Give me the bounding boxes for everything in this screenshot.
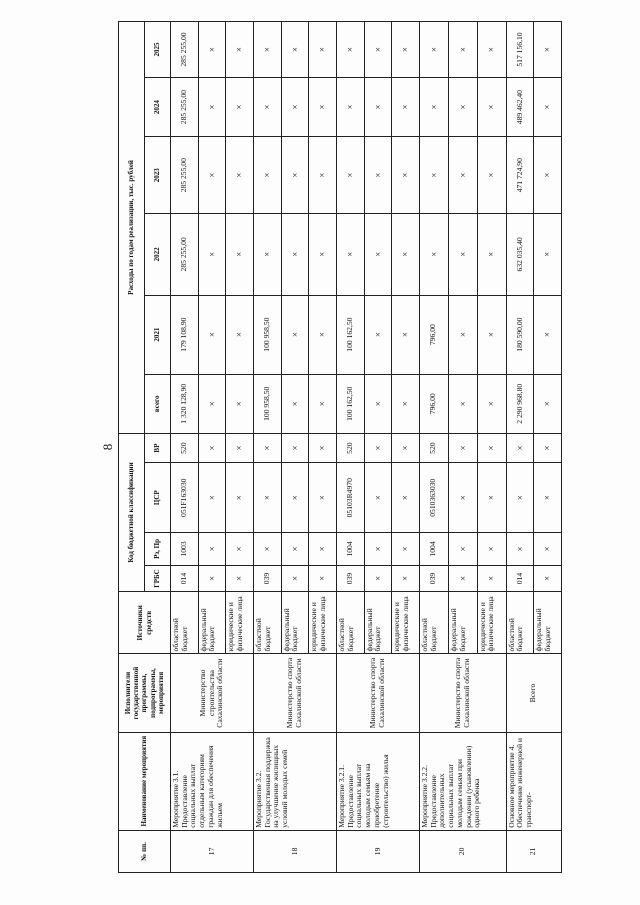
cell-grbs: ×	[226, 565, 254, 591]
cell-y2023: ×	[198, 137, 226, 214]
cell-y2024: ×	[477, 78, 506, 137]
cell-y2021: ×	[477, 295, 506, 374]
cell-y2023: 471 724,90	[506, 137, 534, 214]
cell-rzpr: ×	[309, 533, 337, 566]
cell-y2024: ×	[309, 78, 337, 137]
cell-y2025: 517 156,10	[506, 22, 534, 78]
funding-source: федеральный бюджет	[281, 592, 309, 654]
executor: Всего	[506, 654, 561, 732]
table-row	[336, 22, 364, 873]
cell-y2021: 180 590,00	[506, 295, 534, 374]
cell-grbs: ×	[198, 565, 226, 591]
cell-rzpr: ×	[448, 533, 477, 566]
row-number: 19	[336, 830, 419, 872]
measure-name: Мероприятие 3.2.2. Предоставление дополнительных социальных выплат молодым семьям при рождении (усыновлении) одного ребенка	[419, 732, 506, 830]
table-body	[171, 22, 562, 873]
cell-y2021: 796,00	[419, 295, 448, 374]
cell-y2021: ×	[392, 295, 420, 374]
cell-grbs: 039	[419, 565, 448, 591]
cell-total: ×	[392, 374, 420, 433]
measure-name: Мероприятие 3.2. Государственная поддержка на улучшение жилищных условий молодых семей	[253, 732, 336, 830]
cell-y2024: ×	[419, 78, 448, 137]
cell-vr: ×	[534, 433, 562, 463]
cell-csr: ×	[534, 463, 562, 533]
cell-y2025: ×	[309, 22, 337, 78]
cell-total: 100 958,50	[253, 374, 281, 433]
cell-y2022: ×	[364, 214, 392, 295]
cell-vr: ×	[309, 433, 337, 463]
table-row	[419, 22, 448, 873]
header-csr: ЦСР	[145, 463, 171, 533]
cell-y2024: ×	[534, 78, 562, 137]
cell-rzpr: ×	[534, 533, 562, 566]
cell-y2022: ×	[419, 214, 448, 295]
cell-y2022: ×	[281, 214, 309, 295]
cell-vr: ×	[198, 433, 226, 463]
cell-y2023: ×	[419, 137, 448, 214]
header-2021: 2021	[145, 295, 171, 374]
cell-y2023: 285 255,00	[171, 137, 199, 214]
cell-grbs: ×	[281, 565, 309, 591]
cell-total: ×	[226, 374, 254, 433]
cell-y2024: ×	[281, 78, 309, 137]
table-row	[253, 22, 281, 873]
header-source: Источники средств	[119, 592, 171, 654]
cell-y2022: ×	[534, 214, 562, 295]
cell-vr: ×	[448, 433, 477, 463]
cell-y2023: ×	[309, 137, 337, 214]
executor: Министерство спорта Сахалинской области	[336, 654, 419, 732]
cell-vr: ×	[506, 433, 534, 463]
cell-y2022: ×	[198, 214, 226, 295]
cell-y2021: ×	[281, 295, 309, 374]
cell-csr: 0510363030	[419, 463, 448, 533]
cell-y2022: ×	[226, 214, 254, 295]
cell-y2022: ×	[477, 214, 506, 295]
cell-total: ×	[534, 374, 562, 433]
cell-total: ×	[364, 374, 392, 433]
cell-y2023: ×	[226, 137, 254, 214]
cell-total: ×	[281, 374, 309, 433]
cell-y2024: ×	[448, 78, 477, 137]
header-total: всего	[145, 374, 171, 433]
cell-vr: ×	[477, 433, 506, 463]
funding-source: федеральный бюджет	[448, 592, 477, 654]
cell-y2021: ×	[226, 295, 254, 374]
cell-y2024: 285 255,00	[171, 78, 199, 137]
header-2024: 2024	[145, 78, 171, 137]
cell-grbs: ×	[364, 565, 392, 591]
row-number: 21	[506, 830, 561, 872]
cell-rzpr: ×	[226, 533, 254, 566]
cell-y2023: ×	[281, 137, 309, 214]
cell-rzpr: ×	[506, 533, 534, 566]
cell-y2024: ×	[392, 78, 420, 137]
cell-y2025: ×	[448, 22, 477, 78]
cell-vr: 520	[336, 433, 364, 463]
measure-name: Мероприятие 3.2.1. Предоставление социальных выплат молодым семьям на приобретение (строительство) жилья	[336, 732, 419, 830]
funding-source: областной бюджет	[506, 592, 534, 654]
funding-source: областной бюджет	[336, 592, 364, 654]
budget-table	[118, 21, 562, 873]
header-2022: 2022	[145, 214, 171, 295]
cell-csr: ×	[226, 463, 254, 533]
cell-y2023: ×	[253, 137, 281, 214]
header-code-group: Код бюджетной классификации	[119, 433, 145, 591]
header-grbs: ГРБС	[145, 565, 171, 591]
cell-y2025: ×	[253, 22, 281, 78]
cell-y2025: ×	[477, 22, 506, 78]
cell-y2024: ×	[336, 78, 364, 137]
cell-y2024: ×	[198, 78, 226, 137]
header-rzpr: Рз, Пр	[145, 533, 171, 566]
cell-y2021: ×	[448, 295, 477, 374]
header-2025: 2025	[145, 22, 171, 78]
cell-y2023: ×	[364, 137, 392, 214]
row-number: 18	[253, 830, 336, 872]
row-number: 20	[419, 830, 506, 872]
cell-y2022: ×	[448, 214, 477, 295]
header-expenses-group: Расходы по годам реализации, тыс. рублей	[119, 22, 145, 434]
table-row	[171, 22, 199, 873]
cell-grbs: ×	[309, 565, 337, 591]
funding-source: федеральный бюджет	[534, 592, 562, 654]
cell-grbs: ×	[477, 565, 506, 591]
cell-grbs: 014	[506, 565, 534, 591]
cell-rzpr: 1003	[171, 533, 199, 566]
cell-y2025: ×	[392, 22, 420, 78]
cell-y2023: ×	[448, 137, 477, 214]
cell-csr: ×	[364, 463, 392, 533]
cell-y2021: 100 162,50	[336, 295, 364, 374]
cell-y2022: ×	[253, 214, 281, 295]
rotated-page-content	[96, 21, 562, 873]
cell-y2023: ×	[392, 137, 420, 214]
cell-total: ×	[448, 374, 477, 433]
cell-csr: ×	[309, 463, 337, 533]
cell-y2025: ×	[364, 22, 392, 78]
cell-csr: ×	[392, 463, 420, 533]
header-num: № пп.	[119, 830, 171, 872]
funding-source: юридические и физические лица	[309, 592, 337, 654]
cell-csr: 05103R4970	[336, 463, 364, 533]
funding-source: федеральный бюджет	[198, 592, 226, 654]
cell-y2021: ×	[534, 295, 562, 374]
cell-y2024: ×	[253, 78, 281, 137]
cell-y2021: 100 958,50	[253, 295, 281, 374]
executor: Министерство строительства Сахалинской области	[171, 654, 254, 732]
cell-csr: 051F163030	[171, 463, 199, 533]
cell-total: ×	[477, 374, 506, 433]
funding-source: областной бюджет	[419, 592, 448, 654]
cell-vr: ×	[392, 433, 420, 463]
row-number: 17	[171, 830, 254, 872]
funding-source: юридические и физические лица	[477, 592, 506, 654]
cell-rzpr: ×	[198, 533, 226, 566]
cell-total: 1 320 128,90	[171, 374, 199, 433]
cell-y2023: ×	[336, 137, 364, 214]
cell-y2025: ×	[198, 22, 226, 78]
cell-grbs: ×	[392, 565, 420, 591]
header-name: Наименование мероприятия	[119, 732, 171, 830]
header-vr: ВР	[145, 433, 171, 463]
header-executor: Исполнители государственной программы, подпрограммы, мероприятия	[119, 654, 171, 732]
cell-csr: ×	[477, 463, 506, 533]
cell-y2025: ×	[534, 22, 562, 78]
cell-rzpr: 1004	[419, 533, 448, 566]
cell-y2023: ×	[477, 137, 506, 214]
funding-source: федеральный бюджет	[364, 592, 392, 654]
cell-grbs: 039	[253, 565, 281, 591]
funding-source: юридические и физические лица	[226, 592, 254, 654]
cell-rzpr: ×	[253, 533, 281, 566]
cell-y2022: ×	[336, 214, 364, 295]
cell-grbs: 039	[336, 565, 364, 591]
cell-vr: ×	[226, 433, 254, 463]
cell-grbs: ×	[448, 565, 477, 591]
cell-vr: ×	[364, 433, 392, 463]
cell-y2025: ×	[419, 22, 448, 78]
cell-y2025: ×	[281, 22, 309, 78]
cell-rzpr: ×	[477, 533, 506, 566]
table-header	[119, 22, 171, 873]
cell-total: 100 162,50	[336, 374, 364, 433]
cell-csr: ×	[198, 463, 226, 533]
funding-source: областной бюджет	[253, 592, 281, 654]
cell-y2023: ×	[534, 137, 562, 214]
cell-y2022: 285 255,00	[171, 214, 199, 295]
cell-total: 796,00	[419, 374, 448, 433]
cell-y2021: 179 108,90	[171, 295, 199, 374]
executor: Министерство спорта Сахалинской области	[253, 654, 336, 732]
cell-grbs: ×	[534, 565, 562, 591]
cell-y2021: ×	[364, 295, 392, 374]
cell-y2021: ×	[198, 295, 226, 374]
cell-rzpr: ×	[281, 533, 309, 566]
cell-csr: ×	[281, 463, 309, 533]
header-2023: 2023	[145, 137, 171, 214]
page-number: 8	[100, 443, 115, 451]
cell-y2025: 285 255,00	[171, 22, 199, 78]
cell-rzpr: ×	[392, 533, 420, 566]
cell-vr: 520	[419, 433, 448, 463]
cell-total: ×	[309, 374, 337, 433]
cell-y2022: 632 035,40	[506, 214, 534, 295]
funding-source: юридические и физические лица	[392, 592, 420, 654]
cell-csr: ×	[253, 463, 281, 533]
measure-name: Основное мероприятие 4. Обеспечение инженерной и транспорт-	[506, 732, 561, 830]
cell-y2024: 489 462,40	[506, 78, 534, 137]
cell-csr: ×	[448, 463, 477, 533]
cell-y2025: ×	[226, 22, 254, 78]
cell-y2024: ×	[226, 78, 254, 137]
cell-rzpr: ×	[364, 533, 392, 566]
cell-y2024: ×	[364, 78, 392, 137]
executor: Министерство спорта Сахалинской области	[419, 654, 506, 732]
measure-name: Мероприятие 3.1. Предоставление социальных выплат отдельным категориям граждан для обеспечения жильем	[171, 732, 254, 830]
cell-vr: ×	[253, 433, 281, 463]
cell-rzpr: 1004	[336, 533, 364, 566]
cell-vr: ×	[281, 433, 309, 463]
cell-y2021: ×	[309, 295, 337, 374]
cell-total: 2 290 968,80	[506, 374, 534, 433]
cell-y2025: ×	[336, 22, 364, 78]
cell-y2022: ×	[309, 214, 337, 295]
cell-csr: ×	[506, 463, 534, 533]
cell-vr: 520	[171, 433, 199, 463]
cell-total: ×	[198, 374, 226, 433]
cell-grbs: 014	[171, 565, 199, 591]
table-row	[506, 22, 534, 873]
funding-source: областной бюджет	[171, 592, 199, 654]
cell-y2022: ×	[392, 214, 420, 295]
